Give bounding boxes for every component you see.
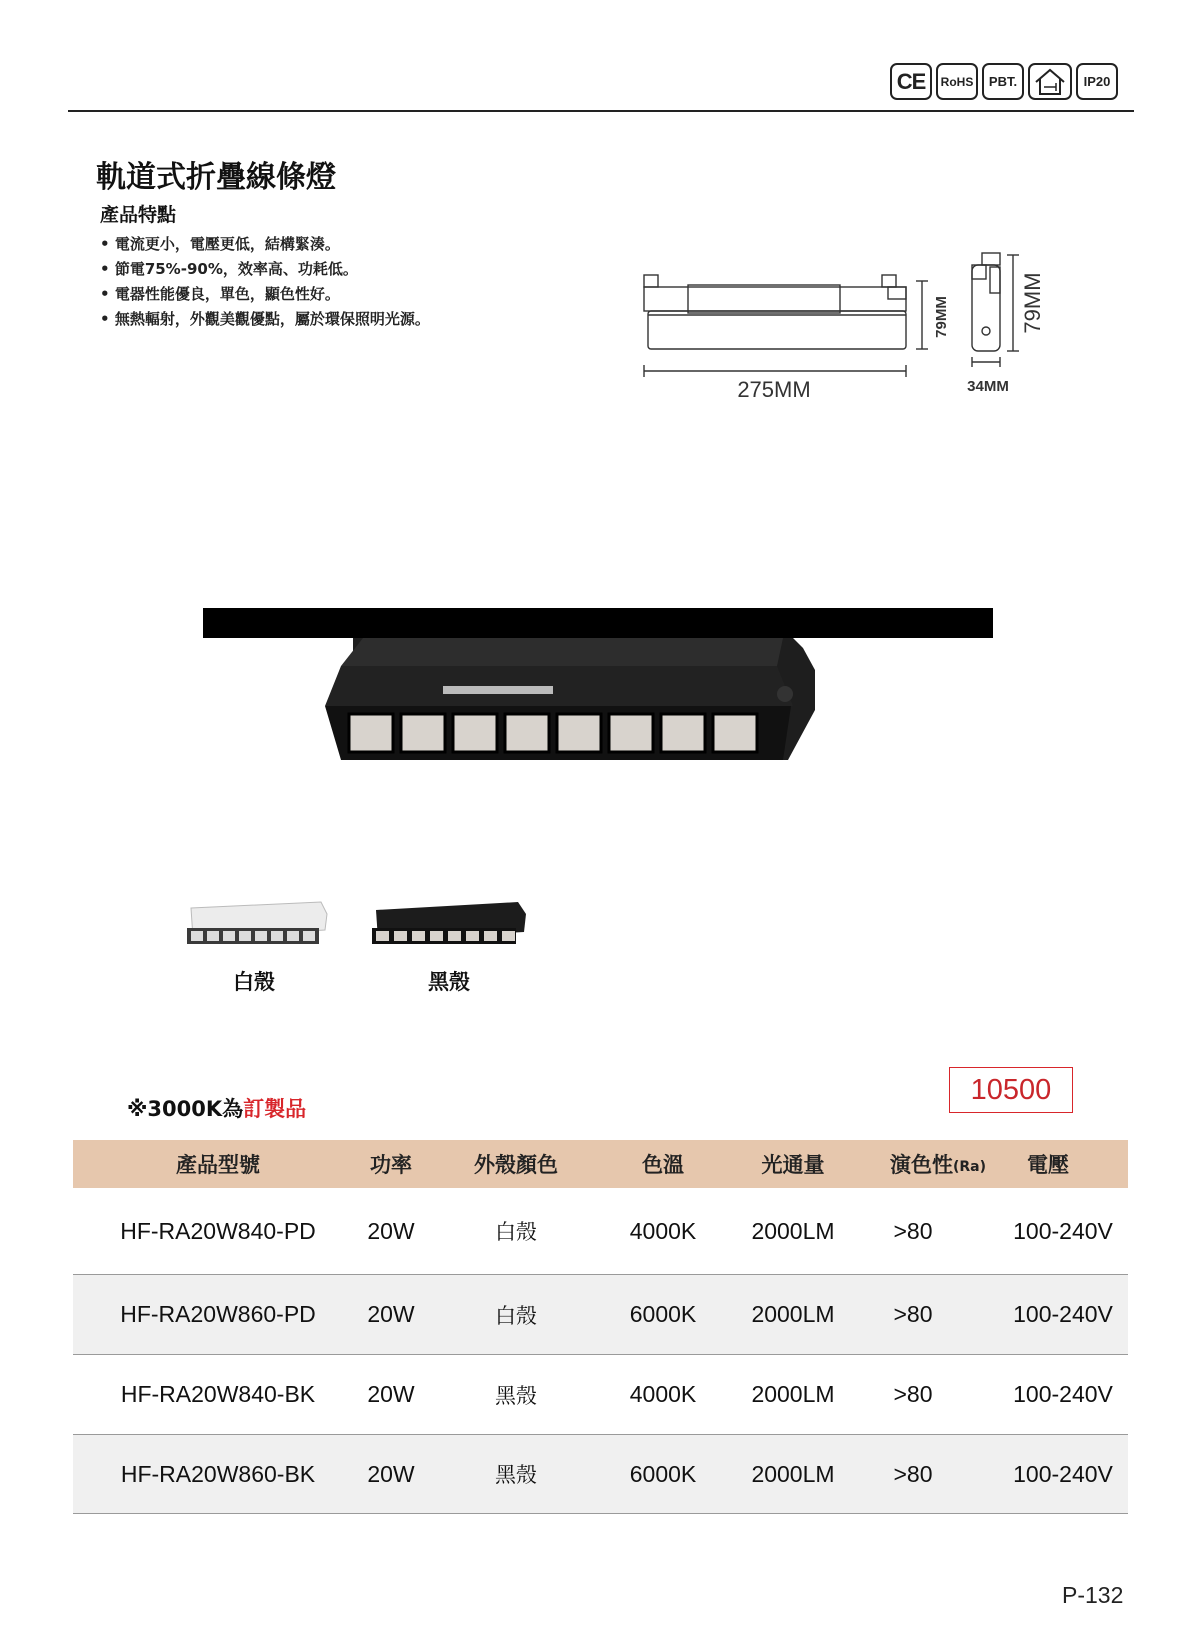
price-box: 10500 <box>949 1067 1073 1113</box>
header-cct: 色溫 <box>642 1153 684 1177</box>
ce-mark: CE <box>890 63 932 100</box>
cell-power: 20W <box>367 1301 415 1327</box>
cell-model: HF-RA20W840-BK <box>120 1381 316 1407</box>
cell-flux: 2000LM <box>751 1301 835 1327</box>
feature-item: • 電流更小，電壓更低，結構緊湊。 <box>100 232 430 257</box>
header-shell: 外殼顏色 <box>474 1153 558 1177</box>
features-heading: 產品特點 <box>100 204 177 226</box>
header-model: 產品型號 <box>176 1153 260 1177</box>
header-cri <box>868 1140 1008 1188</box>
variant-white-shell <box>185 900 330 954</box>
features-list <box>100 232 430 332</box>
cell-flux: 2000LM <box>751 1217 835 1244</box>
cell-cri: >80 <box>893 1460 933 1487</box>
cell-voltage: 100-240V <box>1013 1460 1113 1487</box>
header-cri-unit: (Ra) <box>952 1158 987 1175</box>
cell-model: HF-RA20W860-PD <box>120 1301 316 1327</box>
certification-badges <box>890 63 1118 100</box>
note-prefix: ※3000K為 <box>127 1097 244 1121</box>
product-photo-main <box>203 608 993 778</box>
cell-cct: 6000K <box>629 1460 697 1487</box>
variant-label-black: 黑殼 <box>428 970 470 994</box>
cell-model: HF-RA20W840-PD <box>120 1217 316 1244</box>
cell-cct: 4000K <box>629 1381 697 1407</box>
pbt-mark: PBT. <box>982 63 1024 100</box>
dimension-drawing <box>640 245 1080 405</box>
side-height-dimension-label: 79MM <box>1020 272 1045 334</box>
cell-power: 20W <box>367 1381 415 1407</box>
cell-flux: 2000LM <box>751 1460 835 1487</box>
cell-cri: >80 <box>893 1381 933 1407</box>
note-highlight: 訂製品 <box>243 1097 307 1121</box>
table-row <box>73 1188 1128 1274</box>
feature-item: • 電器性能優良，單色，顯色性好。 <box>100 282 430 307</box>
width-dimension-label: 34MM <box>967 378 1009 395</box>
header-cri-label: 演色性 <box>889 1153 953 1177</box>
cell-shell: 白殼 <box>495 1303 537 1328</box>
cell-cct: 6000K <box>629 1301 697 1327</box>
rohs-mark: RoHS <box>936 63 978 100</box>
feature-item: • 節電75%-90%，效率高、功耗低。 <box>100 257 430 282</box>
spec-table <box>73 1140 1128 1514</box>
cell-cri: >80 <box>893 1217 933 1244</box>
header-voltage: 電壓 <box>1027 1153 1069 1177</box>
header-divider <box>68 110 1134 112</box>
cell-voltage: 100-240V <box>1013 1381 1113 1407</box>
cell-shell: 白殼 <box>495 1220 537 1244</box>
white-shell-photo <box>185 900 330 950</box>
cell-voltage: 100-240V <box>1013 1217 1113 1244</box>
cell-power: 20W <box>367 1217 415 1244</box>
front-height-dimension-label: 79MM <box>933 296 950 338</box>
cell-shell: 黑殼 <box>495 1463 537 1487</box>
length-dimension-label: 275MM <box>737 377 811 402</box>
variant-label-white: 白殼 <box>233 970 275 994</box>
header-power: 功率 <box>370 1153 412 1177</box>
header-flux: 光通量 <box>761 1153 825 1177</box>
table-row <box>73 1354 1128 1434</box>
black-shell-photo <box>370 900 530 950</box>
table-row <box>73 1434 1128 1514</box>
custom-order-note <box>127 1093 306 1123</box>
cell-cct: 4000K <box>629 1217 697 1244</box>
cell-voltage: 100-240V <box>1013 1301 1113 1327</box>
cell-shell: 黑殼 <box>495 1383 537 1408</box>
table-row <box>73 1274 1128 1354</box>
ip-rating-mark: IP20 <box>1076 63 1118 100</box>
feature-item: • 無熱輻射，外觀美觀優點，屬於環保照明光源。 <box>100 307 430 332</box>
table-header <box>73 1140 1128 1188</box>
variant-black-shell <box>370 900 530 954</box>
cell-cri: >80 <box>893 1301 933 1327</box>
cell-flux: 2000LM <box>751 1381 835 1407</box>
page-number: P-132 <box>1062 1582 1124 1608</box>
cell-model: HF-RA20W860-BK <box>120 1460 316 1487</box>
cell-power: 20W <box>367 1460 415 1487</box>
indoor-use-icon <box>1028 63 1072 100</box>
product-title: 軌道式折疊線條燈 <box>96 160 336 195</box>
